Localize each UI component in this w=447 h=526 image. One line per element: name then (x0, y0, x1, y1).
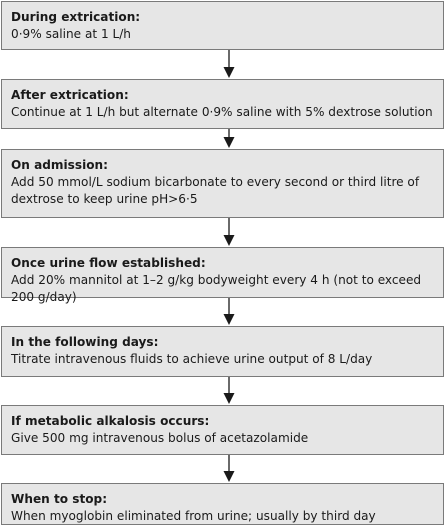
step-when-to-stop (1, 483, 444, 525)
step-title: On admission: (11, 158, 108, 172)
down-arrow-icon (223, 218, 235, 247)
step-title: During extrication: (11, 10, 141, 24)
step-during-extrication (1, 1, 444, 50)
step-urine-flow-established (1, 247, 444, 304)
step-body: When myoglobin eliminated from urine; usually by third day (11, 509, 376, 523)
step-body: 0·9% saline at 1 L/h (11, 27, 131, 41)
step-title: If metabolic alkalosis occurs: (11, 414, 210, 428)
down-arrow-icon (223, 129, 235, 149)
down-arrow-icon (223, 377, 235, 405)
step-body: Give 500 mg intravenous bolus of acetazolamide (11, 431, 309, 445)
step-body: Add 50 mmol/L sodium bicarbonate to every second or third litre of dextrose to keep urine pH>6·5 (11, 175, 420, 206)
step-title: Once urine flow established: (11, 256, 206, 270)
step-body: Titrate intravenous fluids to achieve urine output of 8 L/day (11, 352, 373, 366)
step-after-extrication (1, 79, 444, 129)
down-arrow-icon (223, 455, 235, 483)
down-arrow-icon (223, 298, 235, 326)
step-title: After extrication: (11, 88, 129, 102)
down-arrow-icon (223, 50, 235, 79)
step-title: When to stop: (11, 492, 108, 506)
step-following-days (1, 326, 444, 377)
step-body: Continue at 1 L/h but alternate 0·9% saline with 5% dextrose solution (11, 105, 433, 119)
step-on-admission (1, 149, 444, 218)
step-title: In the following days: (11, 335, 159, 349)
step-metabolic-alkalosis (1, 405, 444, 455)
step-body: Add 20% mannitol at 1–2 g/kg bodyweight every 4 h (not to exceed 200 g/day) (11, 273, 422, 304)
